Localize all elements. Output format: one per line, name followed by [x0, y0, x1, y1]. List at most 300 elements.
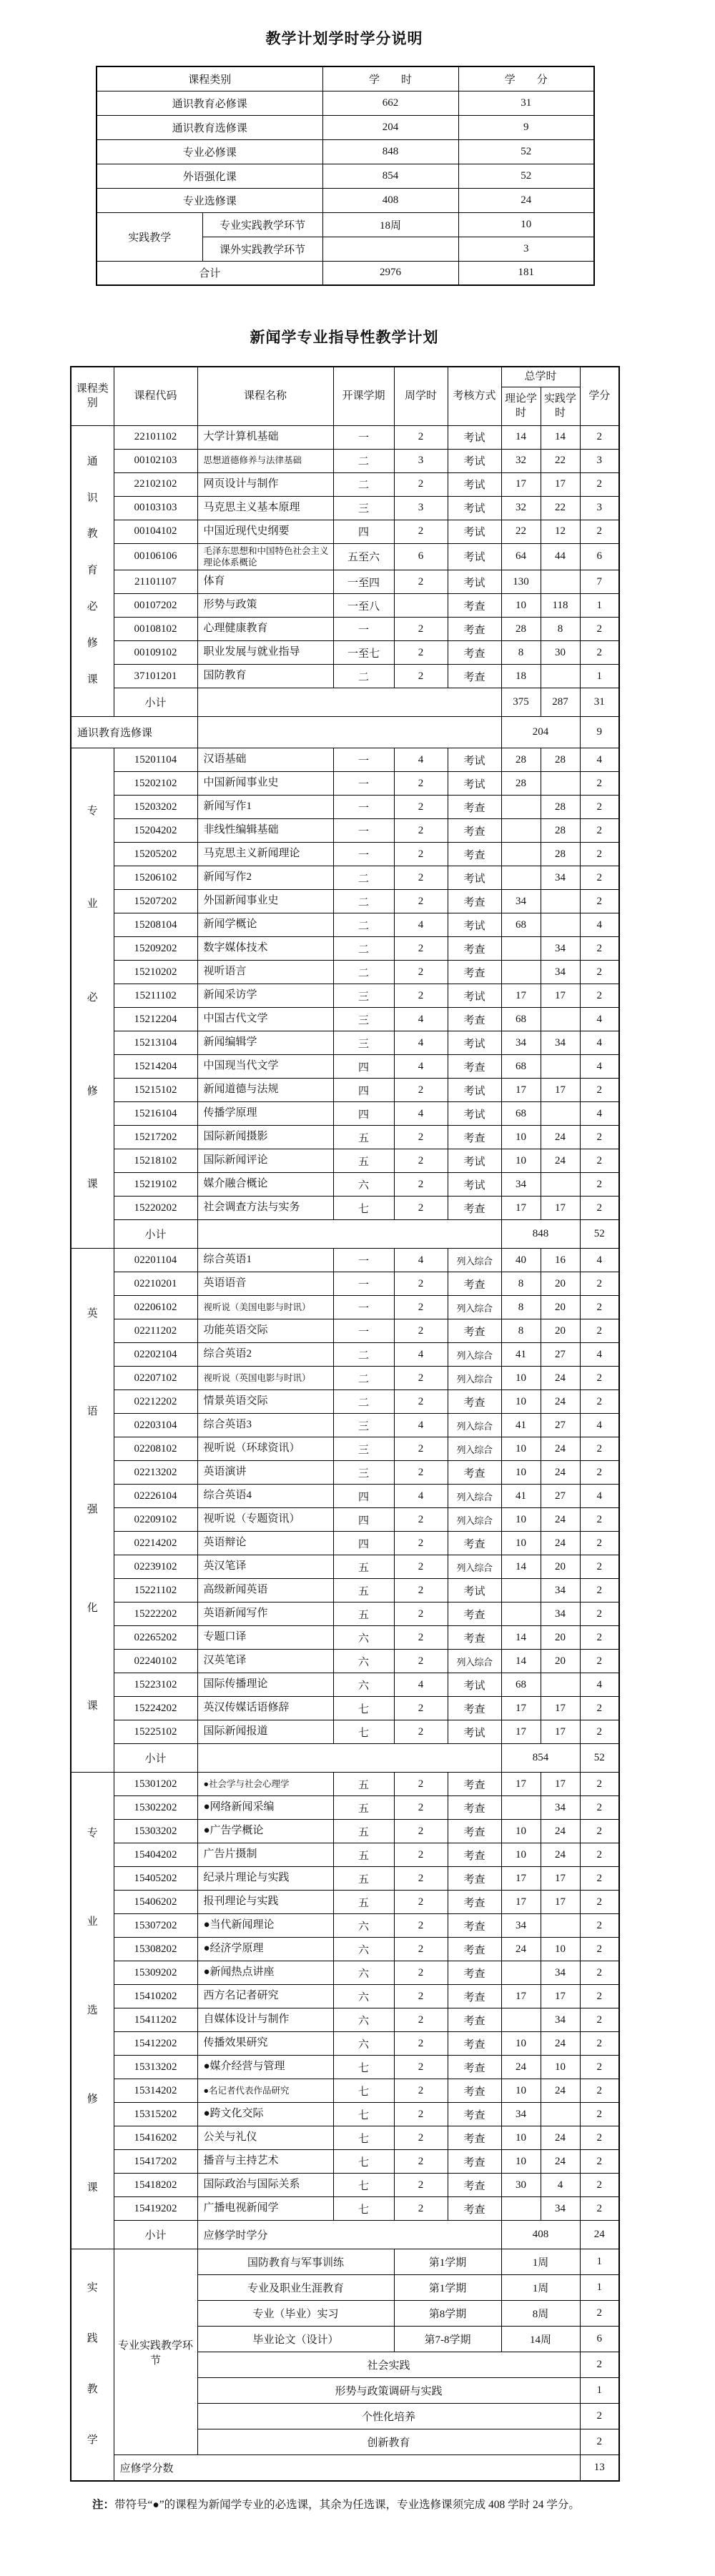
course-practice-hours-cell: 34	[541, 937, 580, 961]
summary-credits-cell: 52	[458, 164, 594, 188]
course-weekly-hours-cell: 2	[394, 796, 448, 819]
course-semester-cell: 一至四	[333, 570, 394, 594]
section-category-cell	[71, 1773, 114, 2249]
course-name-cell: 报刊理论与实践	[197, 1891, 333, 1914]
course-semester-cell: 五	[333, 1579, 394, 1602]
course-semester-cell: 五	[333, 1555, 394, 1579]
course-code-cell: 15302202	[114, 1796, 197, 1820]
course-credits-cell: 3	[580, 449, 619, 472]
practice-item-duration-cell: 1周	[501, 2249, 580, 2275]
course-assessment-cell: 考试	[448, 1173, 501, 1197]
gen-elective-total-cell: 204	[501, 717, 580, 748]
course-semester-cell: 二	[333, 449, 394, 472]
course-practice-hours-cell: 34	[541, 866, 580, 890]
course-semester-cell: 一至八	[333, 594, 394, 618]
summary-total-row	[97, 261, 594, 285]
course-assessment-cell: 考查	[448, 1008, 501, 1031]
course-code-cell: 15405202	[114, 1867, 197, 1891]
practice-item-credits-cell: 1	[580, 2378, 619, 2404]
summary-credits-cell: 24	[458, 188, 594, 212]
course-weekly-hours-cell: 2	[394, 1720, 448, 1744]
category-char: 课	[87, 1700, 98, 1712]
course-credits-cell: 2	[580, 1296, 619, 1319]
category-char: 专	[87, 805, 98, 817]
course-row	[71, 1773, 619, 1796]
course-code-cell: 02203104	[114, 1414, 197, 1437]
summary-credits-cell: 52	[458, 139, 594, 164]
course-assessment-cell: 考查	[448, 594, 501, 618]
course-theory-hours-cell: 17	[501, 1079, 541, 1102]
summary-practice-group-cell: 实践教学	[97, 212, 202, 261]
course-credits-cell: 2	[580, 1796, 619, 1820]
course-code-cell: 15417202	[114, 2150, 197, 2174]
course-name-cell: ●新闻热点讲座	[197, 1961, 333, 1985]
course-code-cell: 15315202	[114, 2103, 197, 2126]
course-credits-cell: 2	[580, 1272, 619, 1296]
course-practice-hours-cell: 24	[541, 1367, 580, 1390]
course-code-cell: 15204202	[114, 819, 197, 843]
summary-total-hours-cell: 2976	[322, 261, 458, 285]
course-theory-hours-cell: 68	[501, 1102, 541, 1126]
practice-item-name-cell: 形势与政策调研与实践	[197, 2378, 580, 2404]
course-credits-cell: 4	[580, 1031, 619, 1055]
course-row	[71, 2008, 619, 2032]
course-code-cell: 15222202	[114, 1602, 197, 1626]
course-assessment-cell: 考试	[448, 472, 501, 496]
course-row	[71, 1508, 619, 1532]
course-theory-hours-cell: 10	[501, 2150, 541, 2174]
course-assessment-cell: 考查	[448, 2150, 501, 2174]
course-assessment-cell: 考试	[448, 984, 501, 1008]
course-semester-cell: 六	[333, 1985, 394, 2008]
course-practice-hours-cell: 17	[541, 984, 580, 1008]
course-practice-hours-cell: 20	[541, 1296, 580, 1319]
course-semester-cell: 一至七	[333, 641, 394, 665]
practice-item-credits-cell: 2	[580, 2352, 619, 2378]
category-char: 语	[87, 1406, 98, 1418]
course-semester-cell: 三	[333, 1437, 394, 1461]
course-assessment-cell: 考试	[448, 570, 501, 594]
course-row	[71, 2032, 619, 2056]
summary-header-credits: 学 分	[458, 66, 594, 91]
category-char: 修	[87, 1085, 98, 1097]
course-credits-cell: 2	[580, 2150, 619, 2174]
course-name-cell: 综合英语1	[197, 1249, 333, 1272]
course-code-cell: 15303202	[114, 1820, 197, 1843]
course-name-cell: 综合英语2	[197, 1343, 333, 1367]
course-credits-cell: 2	[580, 1079, 619, 1102]
summary-hours-cell: 408	[322, 188, 458, 212]
course-assessment-cell: 考查	[448, 665, 501, 688]
practice-item-duration-cell: 14周	[501, 2327, 580, 2352]
required-credits-value-cell: 13	[580, 2455, 619, 2481]
course-row	[71, 1602, 619, 1626]
course-row	[71, 1673, 619, 1697]
course-weekly-hours-cell: 2	[394, 819, 448, 843]
course-theory-hours-cell: 17	[501, 1697, 541, 1720]
plan-header-row-1	[71, 367, 619, 387]
course-code-cell: 15215102	[114, 1079, 197, 1102]
course-theory-hours-cell: 24	[501, 1938, 541, 1961]
course-credits-cell: 4	[580, 1102, 619, 1126]
course-code-cell: 21101107	[114, 570, 197, 594]
vertical-category-label	[86, 2263, 99, 2466]
course-name-cell: 媒介融合概论	[197, 1173, 333, 1197]
subtotal-label-cell: 小计	[114, 688, 197, 717]
course-name-cell: 国际新闻评论	[197, 1149, 333, 1173]
course-assessment-cell: 考查	[448, 1843, 501, 1867]
course-semester-cell: 一	[333, 843, 394, 866]
course-assessment-cell: 考查	[448, 2103, 501, 2126]
course-assessment-cell: 考试	[448, 496, 501, 520]
course-semester-cell: 一	[333, 772, 394, 796]
course-assessment-cell: 考查	[448, 1867, 501, 1891]
course-practice-hours-cell: 34	[541, 1579, 580, 1602]
course-row	[71, 1296, 619, 1319]
course-name-cell: 外国新闻事业史	[197, 890, 333, 913]
course-name-cell: 新闻学概论	[197, 913, 333, 937]
category-char: 识	[87, 492, 98, 504]
course-row	[71, 1055, 619, 1079]
summary-category-cell: 外语强化课	[97, 164, 322, 188]
course-row	[71, 2056, 619, 2079]
course-weekly-hours-cell: 2	[394, 937, 448, 961]
course-row	[71, 1914, 619, 1938]
category-char: 专	[87, 1827, 98, 1839]
course-row	[71, 1579, 619, 1602]
practice-item-name-cell: 毕业论文（设计）	[197, 2327, 394, 2352]
course-name-cell: 汉语基础	[197, 748, 333, 772]
category-char: 教	[87, 2384, 98, 2396]
course-weekly-hours-cell: 2	[394, 1437, 448, 1461]
course-weekly-hours-cell: 2	[394, 890, 448, 913]
course-theory-hours-cell: 10	[501, 2032, 541, 2056]
course-row	[71, 1555, 619, 1579]
course-theory-hours-cell: 10	[501, 594, 541, 618]
course-theory-hours-cell: 14	[501, 425, 541, 449]
gen-elective-label-cell: 通识教育选修课	[71, 717, 197, 748]
course-weekly-hours-cell: 6	[394, 543, 448, 570]
subtotal-credits-cell: 52	[580, 1744, 619, 1773]
course-assessment-cell: 考查	[448, 796, 501, 819]
course-theory-hours-cell: 41	[501, 1343, 541, 1367]
course-credits-cell: 2	[580, 1914, 619, 1938]
course-practice-hours-cell: 24	[541, 1437, 580, 1461]
course-theory-hours-cell: 68	[501, 1055, 541, 1079]
course-semester-cell: 七	[333, 2126, 394, 2150]
section-category-cell	[71, 1249, 114, 1773]
course-semester-cell: 二	[333, 913, 394, 937]
course-weekly-hours-cell: 2	[394, 1126, 448, 1149]
course-code-cell: 15410202	[114, 1985, 197, 2008]
course-code-cell: 02209102	[114, 1508, 197, 1532]
course-semester-cell: 四	[333, 1532, 394, 1555]
course-theory-hours-cell: 8	[501, 1296, 541, 1319]
course-practice-hours-cell: 20	[541, 1319, 580, 1343]
course-assessment-cell: 考查	[448, 1055, 501, 1079]
course-code-cell: 15211102	[114, 984, 197, 1008]
course-credits-cell: 4	[580, 1673, 619, 1697]
course-weekly-hours-cell: 2	[394, 772, 448, 796]
course-name-cell: ●名记者代表作品研究	[197, 2079, 333, 2103]
course-name-cell: 综合英语3	[197, 1414, 333, 1437]
course-row	[71, 1249, 619, 1272]
summary-category-cell: 专业必修课	[97, 139, 322, 164]
course-practice-hours-cell: 10	[541, 1938, 580, 1961]
course-theory-hours-cell	[501, 1579, 541, 1602]
course-credits-cell: 2	[580, 472, 619, 496]
course-name-cell: 思想道德修养与法律基础	[197, 449, 333, 472]
course-assessment-cell: 列入综合	[448, 1485, 501, 1508]
course-code-cell: 00108102	[114, 618, 197, 641]
course-weekly-hours-cell: 2	[394, 570, 448, 594]
course-credits-cell: 2	[580, 866, 619, 890]
course-row	[71, 1697, 619, 1720]
category-char: 业	[87, 1916, 98, 1928]
course-credits-cell: 2	[580, 1126, 619, 1149]
subtotal-credits-cell: 52	[580, 1220, 619, 1249]
subtotal-practice-cell: 287	[541, 688, 580, 717]
course-practice-hours-cell: 28	[541, 748, 580, 772]
category-char: 育	[87, 565, 98, 577]
course-credits-cell: 2	[580, 2032, 619, 2056]
course-name-cell: 形势与政策	[197, 594, 333, 618]
summary-total-credits-cell: 181	[458, 261, 594, 285]
course-weekly-hours-cell: 2	[394, 1173, 448, 1197]
course-theory-hours-cell: 28	[501, 772, 541, 796]
summary-table-body	[97, 66, 594, 285]
course-practice-hours-cell: 20	[541, 1650, 580, 1673]
course-credits-cell: 2	[580, 425, 619, 449]
course-credits-cell: 3	[580, 496, 619, 520]
course-credits-cell: 2	[580, 2126, 619, 2150]
course-practice-hours-cell: 8	[541, 618, 580, 641]
course-assessment-cell: 考试	[448, 449, 501, 472]
course-theory-hours-cell: 68	[501, 1008, 541, 1031]
course-semester-cell: 五	[333, 1149, 394, 1173]
course-weekly-hours-cell: 3	[394, 449, 448, 472]
plan-table-head	[71, 367, 619, 425]
course-credits-cell: 2	[580, 1650, 619, 1673]
plan-table	[70, 366, 620, 2482]
course-semester-cell: 五	[333, 1126, 394, 1149]
course-semester-cell: 三	[333, 1461, 394, 1485]
course-practice-hours-cell: 22	[541, 449, 580, 472]
course-semester-cell: 六	[333, 1938, 394, 1961]
course-credits-cell: 2	[580, 618, 619, 641]
course-semester-cell: 五	[333, 1867, 394, 1891]
course-credits-cell: 6	[580, 543, 619, 570]
course-assessment-cell: 考查	[448, 2032, 501, 2056]
course-row	[71, 1390, 619, 1414]
course-code-cell: 15203202	[114, 796, 197, 819]
course-name-cell: 数字媒体技术	[197, 937, 333, 961]
subtotal-row	[71, 2221, 619, 2249]
course-practice-hours-cell: 28	[541, 819, 580, 843]
course-practice-hours-cell	[541, 913, 580, 937]
category-char: 课	[87, 2181, 98, 2194]
course-theory-hours-cell: 17	[501, 984, 541, 1008]
course-practice-hours-cell: 20	[541, 1272, 580, 1296]
plan-header-code: 课程代码	[114, 367, 197, 425]
course-weekly-hours-cell: 2	[394, 1602, 448, 1626]
category-char: 化	[87, 1602, 98, 1614]
course-assessment-cell: 考试	[448, 1579, 501, 1602]
course-weekly-hours-cell: 4	[394, 1485, 448, 1508]
course-name-cell: 中国近现代史纲要	[197, 520, 333, 543]
course-code-cell: 15206102	[114, 866, 197, 890]
course-name-cell: 国际政治与国际关系	[197, 2174, 333, 2197]
course-name-cell: 英汉传媒话语修辞	[197, 1697, 333, 1720]
course-assessment-cell: 考试	[448, 1079, 501, 1102]
category-char: 实	[87, 2282, 98, 2294]
course-semester-cell: 七	[333, 1697, 394, 1720]
course-code-cell: 00109102	[114, 641, 197, 665]
practice-item-semester-cell: 第8学期	[394, 2301, 501, 2327]
course-code-cell: 15314202	[114, 2079, 197, 2103]
course-semester-cell: 三	[333, 984, 394, 1008]
course-theory-hours-cell: 14	[501, 1555, 541, 1579]
course-code-cell: 15225102	[114, 1720, 197, 1744]
course-theory-hours-cell: 10	[501, 1461, 541, 1485]
course-semester-cell: 一	[333, 618, 394, 641]
course-assessment-cell: 考试	[448, 866, 501, 890]
course-theory-hours-cell	[501, 2197, 541, 2221]
summary-hours-cell: 848	[322, 139, 458, 164]
summary-header-row	[97, 66, 594, 91]
course-semester-cell: 五至六	[333, 543, 394, 570]
course-credits-cell: 4	[580, 913, 619, 937]
course-assessment-cell: 考试	[448, 913, 501, 937]
course-practice-hours-cell: 34	[541, 1602, 580, 1626]
footnote-label: 注：	[92, 2498, 115, 2511]
course-semester-cell: 一	[333, 1296, 394, 1319]
course-practice-hours-cell	[541, 1055, 580, 1079]
course-semester-cell: 一	[333, 1272, 394, 1296]
course-semester-cell: 二	[333, 472, 394, 496]
course-assessment-cell: 列入综合	[448, 1508, 501, 1532]
course-credits-cell: 2	[580, 2008, 619, 2032]
category-char: 修	[87, 637, 98, 649]
course-name-cell: 播音与主持艺术	[197, 2150, 333, 2174]
category-char: 业	[87, 898, 98, 911]
course-credits-cell: 2	[580, 961, 619, 984]
course-theory-hours-cell: 8	[501, 1272, 541, 1296]
course-credits-cell: 2	[580, 984, 619, 1008]
course-practice-hours-cell: 34	[541, 2008, 580, 2032]
course-theory-hours-cell: 28	[501, 618, 541, 641]
course-theory-hours-cell: 17	[501, 1773, 541, 1796]
course-assessment-cell: 考查	[448, 1390, 501, 1414]
course-assessment-cell: 考查	[448, 1461, 501, 1485]
course-semester-cell: 二	[333, 937, 394, 961]
course-credits-cell: 2	[580, 1390, 619, 1414]
course-code-cell: 15307202	[114, 1914, 197, 1938]
course-theory-hours-cell: 17	[501, 472, 541, 496]
course-semester-cell: 四	[333, 1508, 394, 1532]
summary-hours-cell: 204	[322, 115, 458, 139]
course-theory-hours-cell: 10	[501, 1437, 541, 1461]
course-semester-cell: 七	[333, 2197, 394, 2221]
course-row	[71, 1414, 619, 1437]
course-assessment-cell: 考查	[448, 1272, 501, 1296]
course-practice-hours-cell: 17	[541, 1985, 580, 2008]
course-assessment-cell: 考查	[448, 937, 501, 961]
course-assessment-cell: 考查	[448, 1773, 501, 1796]
course-theory-hours-cell: 10	[501, 1149, 541, 1173]
course-practice-hours-cell	[541, 772, 580, 796]
course-row	[71, 1843, 619, 1867]
category-char: 必	[87, 601, 98, 613]
course-row	[71, 1961, 619, 1985]
course-practice-hours-cell: 24	[541, 2126, 580, 2150]
course-credits-cell: 2	[580, 1773, 619, 1796]
course-assessment-cell: 考试	[448, 543, 501, 570]
course-name-cell: 中国古代文学	[197, 1008, 333, 1031]
course-assessment-cell: 列入综合	[448, 1650, 501, 1673]
course-code-cell: 15301202	[114, 1773, 197, 1796]
footnote-text: 带符号“●”的课程为新闻学专业的必选课，其余为任选课，专业选修课须完成 408 学时 24 学分。	[114, 2498, 580, 2511]
summary-table	[96, 66, 595, 286]
course-weekly-hours-cell: 4	[394, 1249, 448, 1272]
course-row	[71, 1938, 619, 1961]
course-weekly-hours-cell: 4	[394, 913, 448, 937]
course-credits-cell: 4	[580, 1249, 619, 1272]
course-assessment-cell: 考查	[448, 819, 501, 843]
course-name-cell: 新闻编辑学	[197, 1031, 333, 1055]
course-theory-hours-cell	[501, 937, 541, 961]
course-practice-hours-cell: 17	[541, 1891, 580, 1914]
course-code-cell: 15224202	[114, 1697, 197, 1720]
course-weekly-hours-cell: 2	[394, 1891, 448, 1914]
course-row	[71, 1173, 619, 1197]
course-credits-cell: 4	[580, 1485, 619, 1508]
course-code-cell: 15201104	[114, 748, 197, 772]
summary-category-cell: 通识教育必修课	[97, 91, 322, 115]
course-credits-cell: 2	[580, 819, 619, 843]
course-name-cell: ●网络新闻采编	[197, 1796, 333, 1820]
course-assessment-cell: 考查	[448, 961, 501, 984]
course-semester-cell: 五	[333, 1796, 394, 1820]
course-name-cell: ●跨文化交际	[197, 2103, 333, 2126]
course-weekly-hours-cell: 2	[394, 2008, 448, 2032]
summary-hours-cell	[322, 237, 458, 261]
vertical-category-label	[86, 1789, 99, 2232]
course-name-cell: 国际新闻报道	[197, 1720, 333, 1744]
course-name-cell: 自媒体设计与制作	[197, 2008, 333, 2032]
course-weekly-hours-cell: 2	[394, 1390, 448, 1414]
course-weekly-hours-cell: 2	[394, 1843, 448, 1867]
course-weekly-hours-cell: 2	[394, 1697, 448, 1720]
course-practice-hours-cell: 34	[541, 2197, 580, 2221]
course-practice-hours-cell: 24	[541, 1820, 580, 1843]
course-theory-hours-cell	[501, 866, 541, 890]
course-practice-hours-cell: 17	[541, 472, 580, 496]
course-row	[71, 1031, 619, 1055]
course-code-cell: 15217202	[114, 1126, 197, 1149]
course-assessment-cell: 考查	[448, 618, 501, 641]
course-semester-cell: 二	[333, 1367, 394, 1390]
course-code-cell: 02240102	[114, 1650, 197, 1673]
course-weekly-hours-cell: 2	[394, 984, 448, 1008]
subtotal-theory-cell: 375	[501, 688, 541, 717]
course-code-cell: 15205202	[114, 843, 197, 866]
course-name-cell: 公关与礼仪	[197, 2126, 333, 2150]
course-practice-hours-cell	[541, 890, 580, 913]
summary-practice-sub-cell: 课外实践教学环节	[202, 237, 322, 261]
course-theory-hours-cell: 10	[501, 2079, 541, 2103]
course-code-cell: 15223102	[114, 1673, 197, 1697]
